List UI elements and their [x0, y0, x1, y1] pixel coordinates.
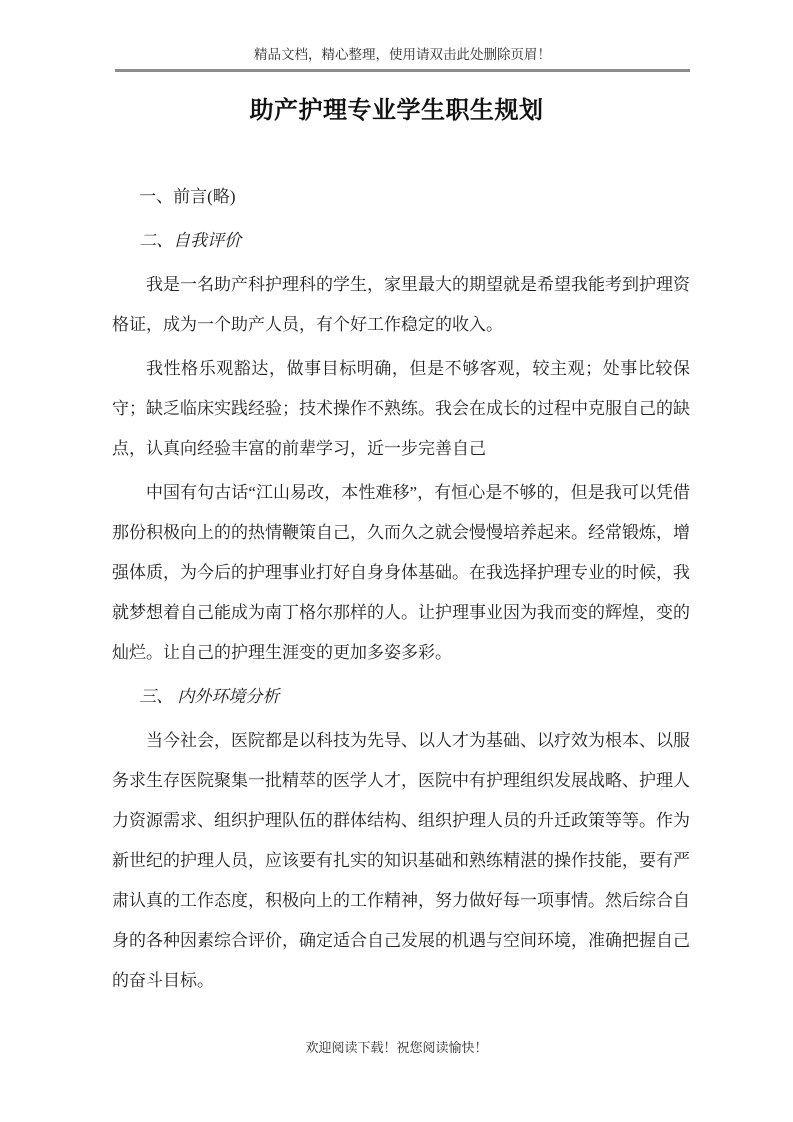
paragraph: 我是一名助产科护理科的学生，家里最大的期望就是希望我能考到护理资格证，成为一个助产人员，有个好工作稳定的收入。: [112, 275, 690, 334]
section-heading-3: 三、 内外环境分析: [139, 687, 280, 706]
paragraph: 我性格乐观豁达，做事目标明确，但是不够客观，较主观；处事比较保守；缺乏临床实践经验；技术操作不熟练。我会在成长的过程中克服自己的缺点，认真向经验丰富的前辈学习，近一步完善自己: [112, 359, 690, 458]
section-heading-1: 一、前言(略): [139, 187, 236, 206]
document-title: 助产护理专业学生职生规划: [249, 97, 544, 124]
header-notice-text: 精品文档，精心整理，使用请双击此处删除页眉！: [254, 47, 551, 62]
paragraph: 当今社会，医院都是以科技为先导、以人才为基础、以疗效为根本、以服务求生存医院聚集一批精萃的医学人才，医院中有护理组织发展战略、护理人力资源需求、组织护理队伍的群体结构、组织护理人员的升迁政策等等。作为新世纪的护理人员，应该要有扎实的知识基础和熟练精湛的操作技能，要有严肃认真的工作态度，积极向上的工作精神，努力做好每一项事情。然后综合自身的各种因素综合评价，确定适合自己发展的机遇与空间环境，准确把握自己的奋斗目标。: [112, 731, 690, 990]
paragraph: 中国有句古话“江山易改，本性难移”，有恒心是不够的，但是我可以凭借那份积极向上的的热情鞭策自己，久而久之就会慢慢培养起来。经常锻炼，增强体质，为今后的护理事业打好自身身体基础。在我选择护理专业的时候，我就梦想着自己能成为南丁格尔那样的人。让护理事业因为我而变的辉煌，变的灿烂。让自己的护理生涯变的更加多姿多彩。: [112, 483, 690, 662]
document-body: [112, 177, 690, 1005]
section-heading-2: 二、自我评价: [139, 231, 242, 250]
page-footer: [0, 1036, 793, 1060]
page-header: [115, 46, 690, 72]
footer-notice-text: 欢迎阅读下载！祝您阅读愉快！: [305, 1040, 488, 1055]
